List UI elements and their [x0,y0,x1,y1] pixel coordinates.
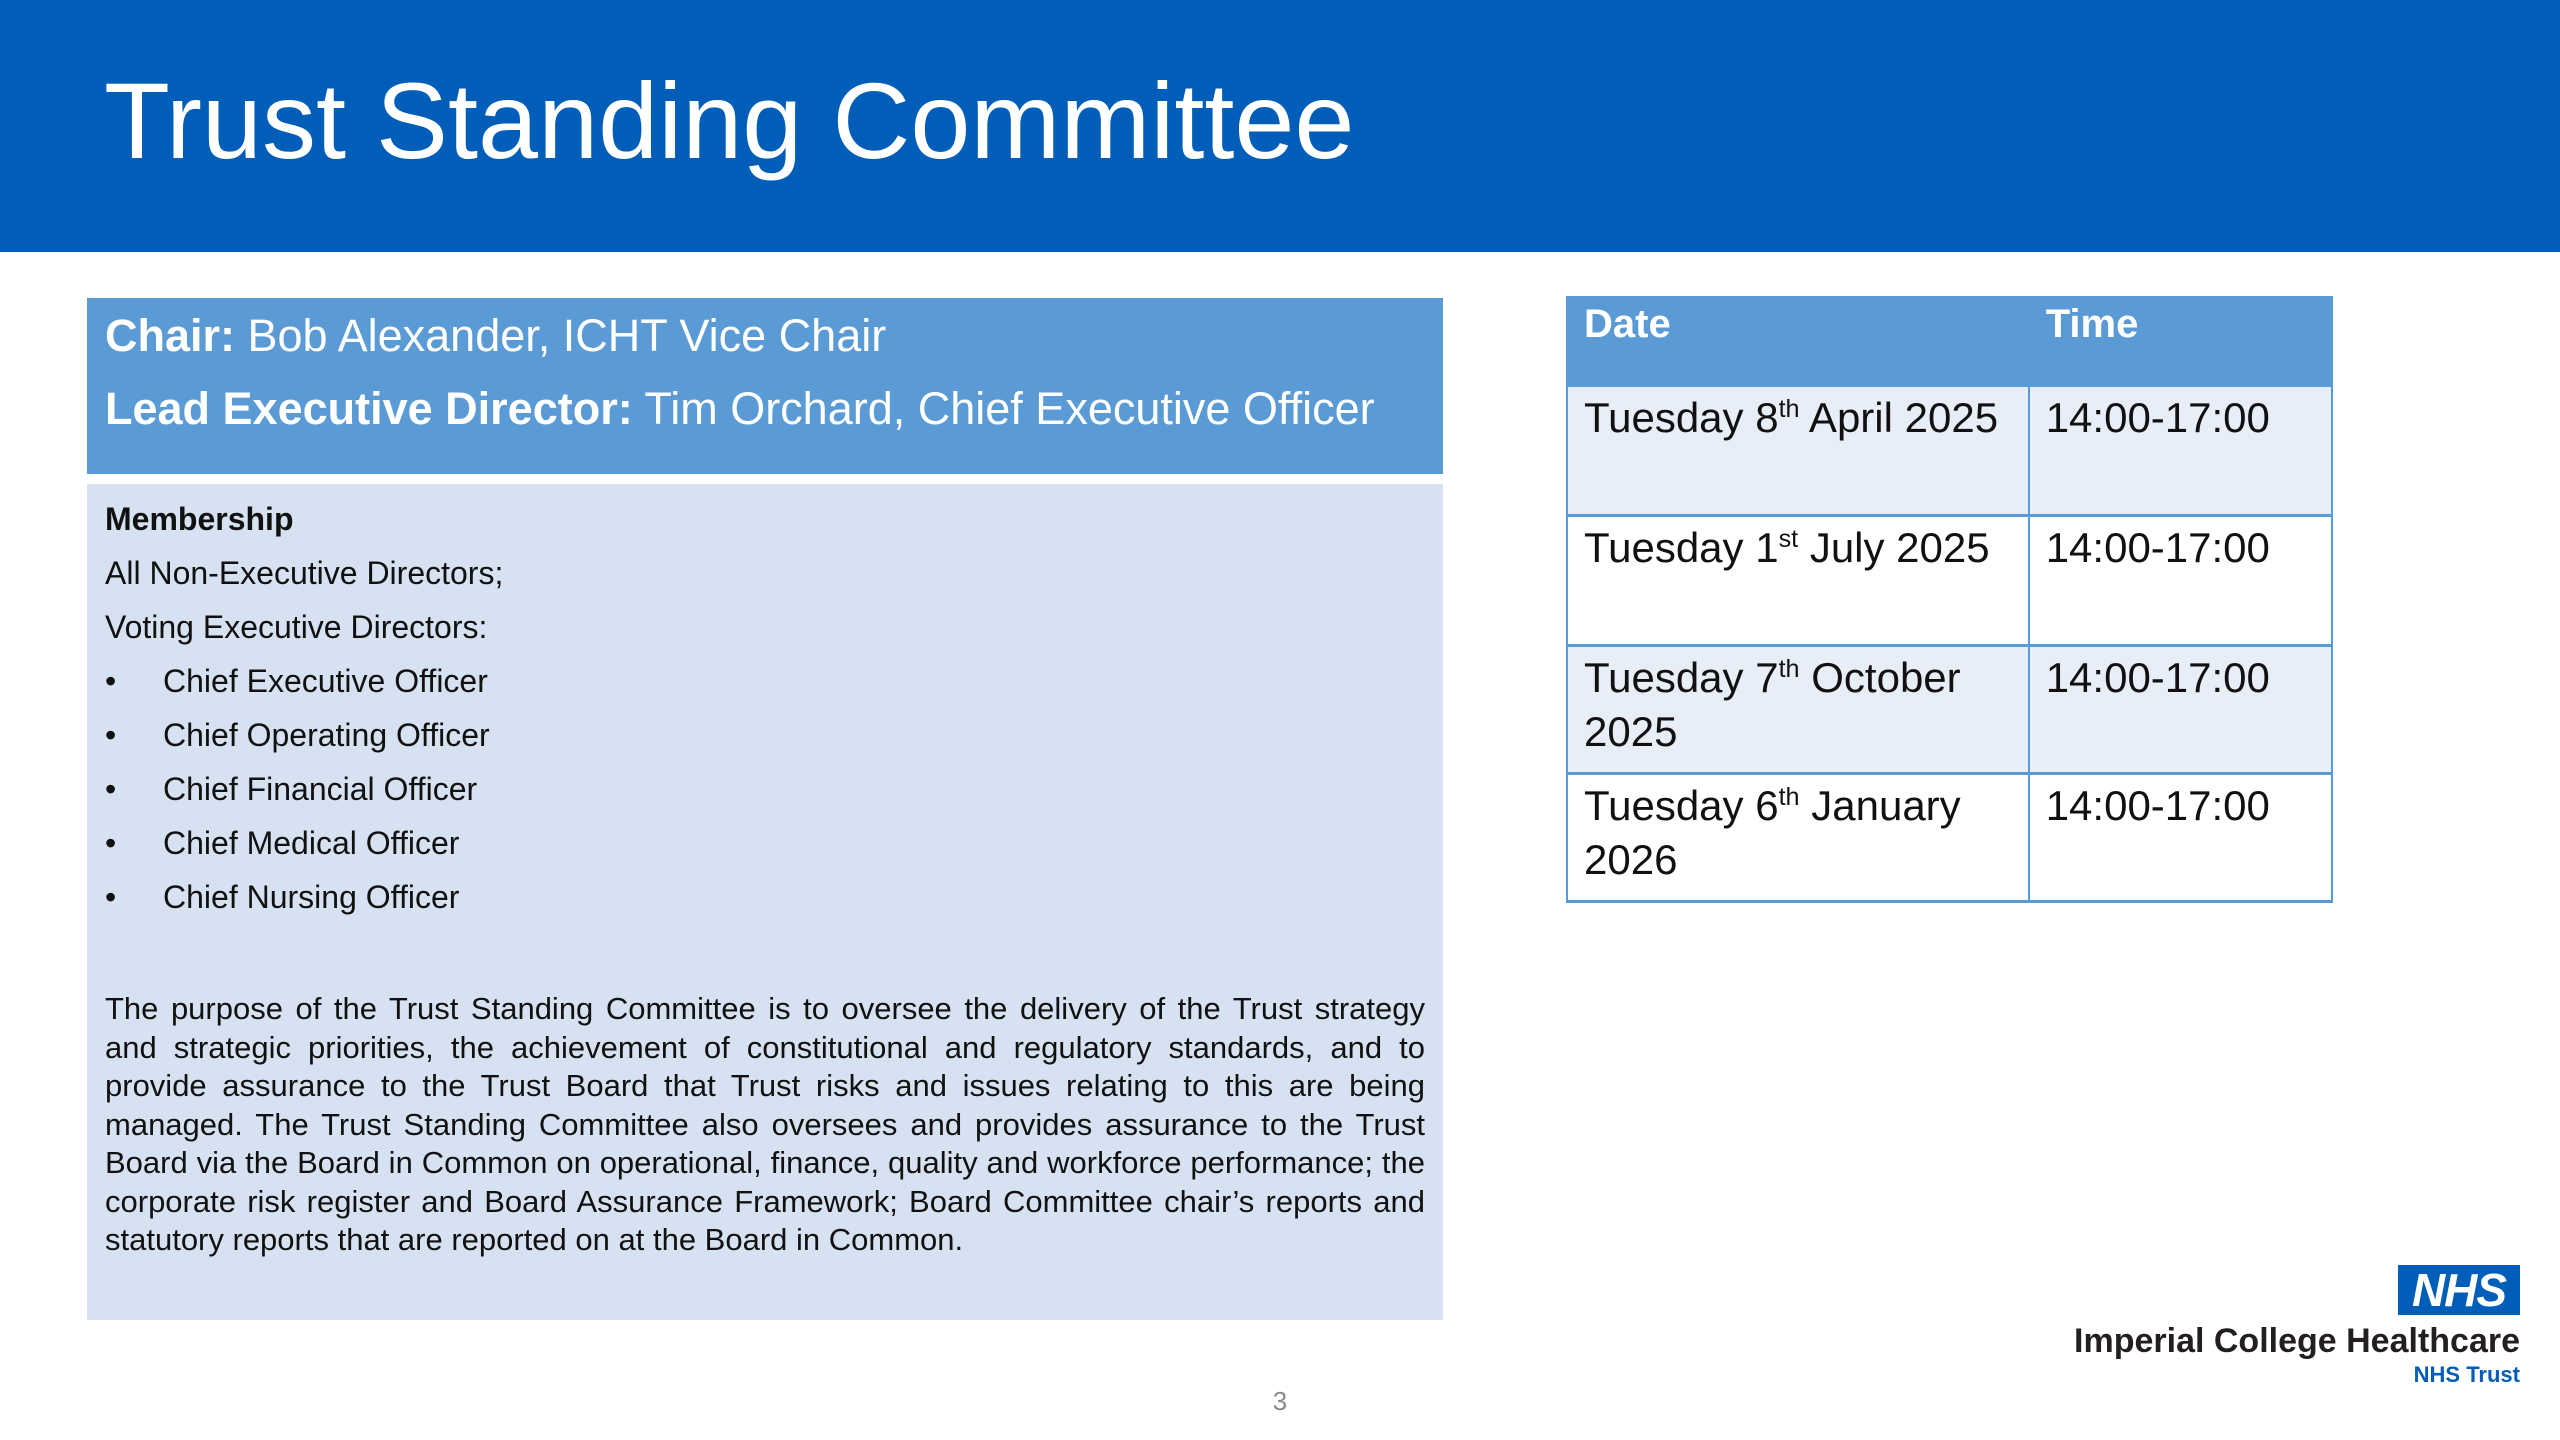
list-item-text: Chief Financial Officer [163,771,478,807]
date-month-year: October 2025 [1584,653,1961,755]
date-month-year: January 2026 [1584,781,1961,883]
list-item [105,870,1425,924]
membership-heading: Membership [105,501,294,537]
divider [87,474,1443,484]
membership-box [87,484,1443,1320]
membership-list [105,654,1425,924]
membership-line-nonexec: All Non-Executive Directors; [105,555,504,591]
lead-executive-label: Lead Executive Director: [105,383,633,434]
table-row [1567,645,2332,773]
date-ordinal: th [1778,782,1800,811]
bullet-icon: • [105,717,117,753]
time-cell: 14:00-17:00 [2029,515,2332,645]
nhs-logo-icon: NHS [2398,1265,2520,1315]
date-month-year: July 2025 [1798,523,1990,571]
lead-executive-line [105,381,1425,437]
organisation-subtitle: NHS Trust [2413,1362,2520,1387]
date-cell [1567,773,2029,901]
table-row [1567,515,2332,645]
date-cell [1567,645,2029,773]
date-month-year: April 2025 [1799,393,1999,441]
date-ordinal: th [1778,394,1800,423]
page-number: 3 [1272,1386,1288,1416]
meeting-schedule-table [1566,296,2333,903]
table-row [1567,385,2332,515]
date-ordinal: th [1778,654,1800,683]
chair-label: Chair: [105,310,236,361]
list-item-text: Chief Nursing Officer [163,879,460,915]
date-day: Tuesday 8 [1584,393,1779,441]
list-item-text: Chief Operating Officer [163,717,490,753]
time-cell: 14:00-17:00 [2029,645,2332,773]
bullet-icon: • [105,663,117,699]
date-cell [1567,515,2029,645]
time-cell: 14:00-17:00 [2029,773,2332,901]
date-cell [1567,385,2029,515]
bullet-icon: • [105,879,117,915]
list-item [105,816,1425,870]
purpose-paragraph: The purpose of the Trust Standing Committee is to oversee the delivery of the Trust strategy and strategic priorities, the achievement of constitutional and regulatory standards, and to provide assurance to the Trust Board that Trust risks and issues relating to this are being managed. The Trust Standing Committee also oversees and provides assurance to the Trust Board via the Board in Common on operational, finance, quality and workforce performance; the corporate risk register and Board Assurance Framework; Board Committee chair’s reports and statutory reports that are reported on at the Board in Common. [105,991,1425,1257]
title-bar [0,0,2560,252]
chair-value: Bob Alexander, ICHT Vice Chair [235,310,887,361]
lead-executive-value: Tim Orchard, Chief Executive Officer [632,383,1375,434]
list-item [105,708,1425,762]
chair-box [87,298,1443,474]
table-row [1567,773,2332,901]
date-ordinal: st [1778,524,1799,553]
organisation-name: Imperial College Healthcare [2074,1322,2520,1360]
table-header-row [1567,297,2332,385]
membership-line-voting: Voting Executive Directors: [105,609,488,645]
chair-line [105,308,1425,364]
list-item-text: Chief Medical Officer [163,825,460,861]
slide-title: Trust Standing Committee [104,60,1355,181]
time-cell: 14:00-17:00 [2029,385,2332,515]
list-item [105,762,1425,816]
list-item-text: Chief Executive Officer [163,663,488,699]
list-item [105,654,1425,708]
column-header-date: Date [1567,297,2029,385]
date-day: Tuesday 6 [1584,781,1779,829]
committee-info-panel [87,298,1443,1320]
date-day: Tuesday 7 [1584,653,1779,701]
bullet-icon: • [105,771,117,807]
bullet-icon: • [105,825,117,861]
column-header-time: Time [2029,297,2332,385]
date-day: Tuesday 1 [1584,523,1779,571]
